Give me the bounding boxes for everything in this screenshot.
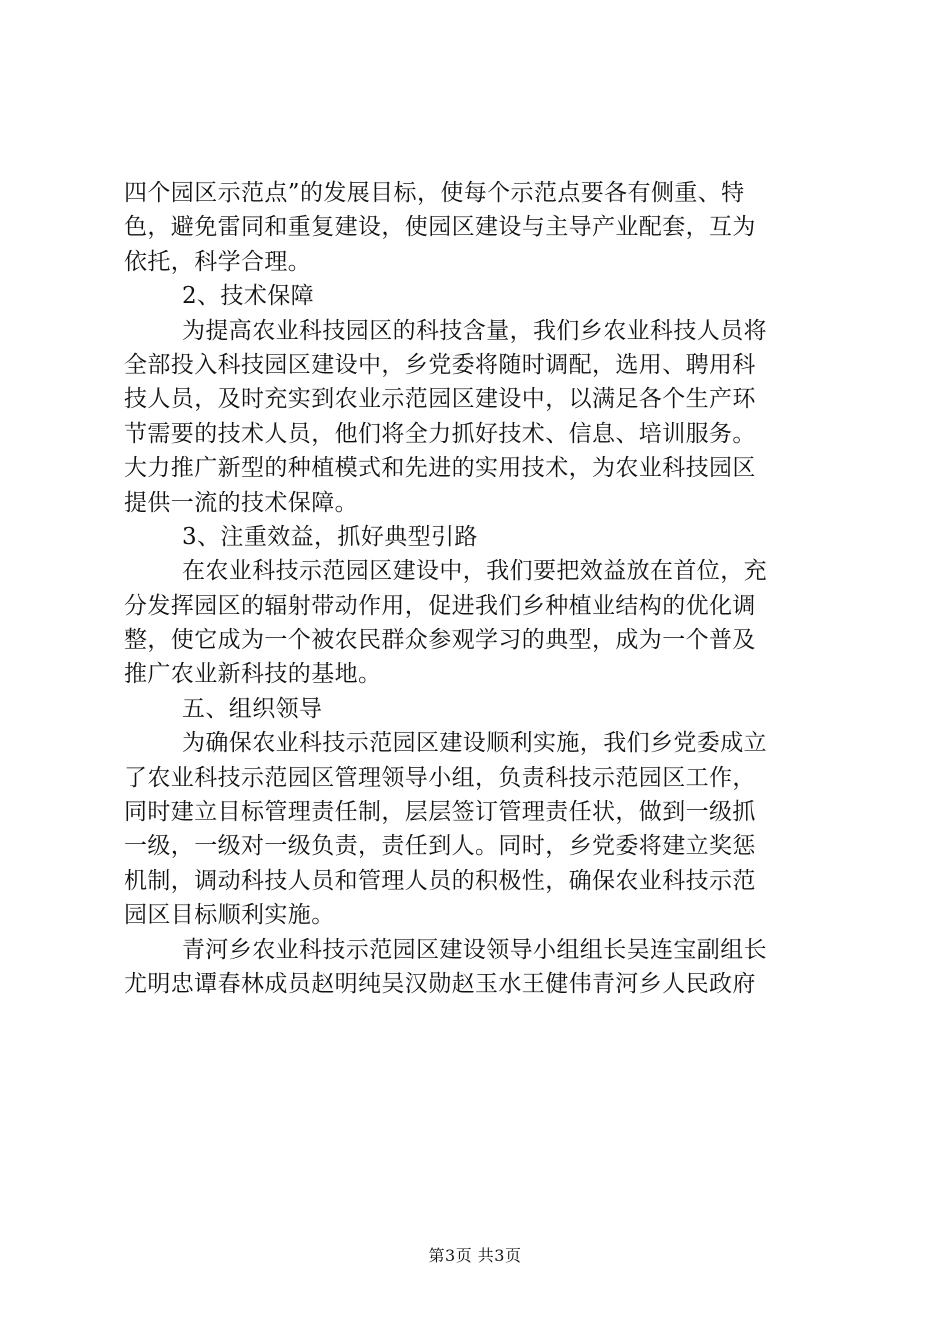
text-line: 提供一流的技术保障。	[124, 489, 358, 516]
text-line: 机制，调动科技人员和管理人员的积极性，确保农业科技示范	[124, 867, 756, 894]
text-line: 尤明忠谭春林成员赵明纯吴汉勋赵玉水王健伟青河乡人民政府	[124, 970, 756, 997]
text-line: 了农业科技示范园区管理领导小组，负责科技示范园区工作，	[124, 764, 756, 791]
text-line: 色，避免雷同和重复建设，使园区建设与主导产业配套，互为	[124, 214, 756, 241]
document-body	[124, 176, 836, 1001]
text-line: 园区目标顺利实施。	[124, 902, 335, 929]
text-line: 同时建立目标管理责任制，层层签订管理责任状，做到一级抓	[124, 799, 756, 826]
text-line: 分发挥园区的辐射带动作用，促进我们乡种植业结构的优化调	[124, 592, 756, 619]
text-line: 技人员，及时充实到农业示范园区建设中，以满足各个生产环	[124, 386, 756, 413]
text-line: 推广农业新科技的基地。	[124, 661, 382, 688]
section-heading: 五、组织领导	[182, 695, 323, 722]
text-line: 整，使它成为一个被农民群众参观学习的典型，成为一个普及	[124, 627, 756, 654]
paragraph-start: 在农业科技示范园区建设中，我们要把效益放在首位，充	[182, 558, 767, 585]
text-line: 节需要的技术人员，他们将全力抓好技术、信息、培训服务。	[124, 420, 756, 447]
section-heading: 3、注重效益，抓好典型引路	[182, 523, 478, 550]
text-line: 全部投入科技园区建设中，乡党委将随时调配，选用、聘用科	[124, 351, 756, 378]
text-line: 大力推广新型的种植模式和先进的实用技术，为农业科技园区	[124, 455, 756, 482]
text-line: 四个园区示范点”的发展目标，使每个示范点要各有侧重、特	[124, 180, 745, 206]
section-heading: 2、技术保障	[182, 283, 315, 310]
paragraph-start: 青河乡农业科技示范园区建设领导小组组长吴连宝副组长	[182, 936, 767, 963]
paragraph-start: 为确保农业科技示范园区建设顺利实施，我们乡党委成立	[182, 730, 767, 757]
page-number-footer: 第3页 共3页	[428, 1246, 522, 1265]
text-line: 依托，科学合理。	[124, 248, 312, 275]
text-line: 一级，一级对一级负责，责任到人。同时，乡党委将建立奖惩	[124, 833, 756, 860]
paragraph-start: 为提高农业科技园区的科技含量，我们乡农业科技人员将	[182, 317, 767, 344]
